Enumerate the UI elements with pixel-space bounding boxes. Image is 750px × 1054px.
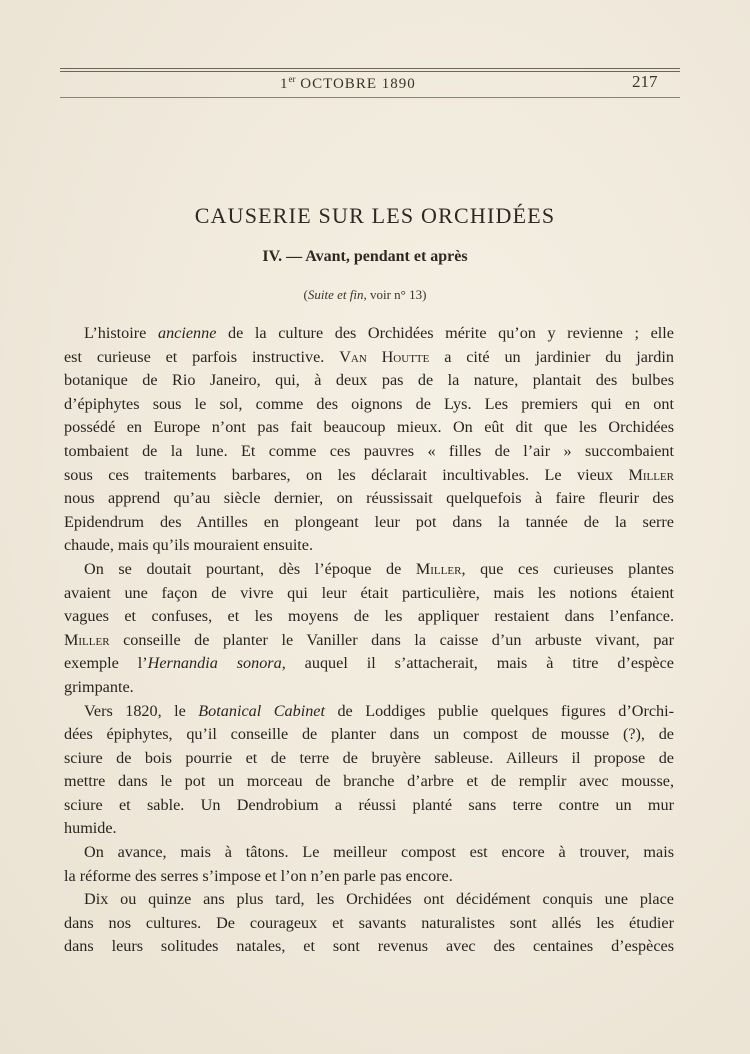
text-line: possédé en Europe n’ont pas fait beaucoup mieux. On eût dit que les Orchidées (64, 418, 674, 437)
header-rule-top (60, 68, 680, 69)
text-line: la réforme des serres s’impose et l’on n’en parle pas encore. (64, 866, 453, 885)
text-line: tombaient de la lune. Et comme ces pauvres « filles de l’air » succombaient (64, 441, 674, 460)
running-head-date: 1er OCTOBRE 1890 (280, 74, 416, 92)
text-line: sous ces traitements barbares, on les déclarait incultivables. Le vieux Miller (64, 465, 674, 484)
text-line: vagues et confuses, et les moyens de les appliquer restaient dans l’enfance. (64, 607, 674, 626)
continuation-note: (Suite et fin, voir n° 13) (303, 287, 427, 302)
text-line: avaient une façon de vivre qui leur était particulière, mais les notions étaient (64, 583, 674, 602)
paragraph-3 (64, 700, 674, 842)
text-line: On se doutait pourtant, dès l’époque de Miller, que ces curieuses plantes (84, 559, 674, 578)
text-line: nous apprend qu’au siècle dernier, on réussissait quelquefois à faire fleurir des (64, 489, 674, 508)
header-rule-bottom (60, 97, 680, 98)
text-line: Miller conseille de planter le Vaniller dans la caisse d’un arbuste vivant, par (64, 630, 674, 649)
text-line: d’épiphytes sous le sol, comme des oignons de Lys. Les premiers qui en ont (64, 394, 674, 413)
header-rule-top-double (60, 71, 680, 72)
text-line: exemple l’Hernandia sonora, auquel il s’attacherait, mais à titre d’espèce (64, 654, 674, 673)
article-body (64, 322, 674, 959)
text-line: dans leurs solitudes natales, et sont revenus avec des centaines d’espèces (64, 937, 674, 956)
text-line: mettre dans le pot un morceau de branche d’arbre et de remplir avec mousse, (64, 772, 674, 791)
text-line: chaude, mais qu’ils mouraient ensuite. (64, 536, 314, 555)
text-line: Dix ou quinze ans plus tard, les Orchidées ont décidément conquis une place (84, 890, 674, 909)
text-line: grimpante. (64, 677, 134, 696)
text-line: Epidendrum des Antilles en plongeant leur pot dans la tannée de la serre (64, 512, 674, 531)
paragraph-1 (64, 322, 674, 558)
text-line: humide. (64, 819, 117, 838)
text-line: dans nos cultures. De courageux et savants naturalistes sont allés les étudier (64, 913, 674, 932)
text-line: sciure de bois pourrie et de terre de bruyère sableuse. Ailleurs il propose de (64, 748, 674, 767)
article-subtitle: IV. — Avant, pendant et après (262, 248, 468, 265)
text-line: On avance, mais à tâtons. Le meilleur compost est encore à trouver, mais (84, 843, 674, 862)
text-line: sciure et sable. Un Dendrobium a réussi planté sans terre contre un mur (64, 795, 674, 814)
paragraph-4 (64, 841, 674, 888)
paragraph-5 (64, 888, 674, 959)
text-line: dées épiphytes, qu’il conseille de planter dans un compost de mousse (?), de (64, 725, 674, 744)
text-line: Vers 1820, le Botanical Cabinet de Loddiges publie quelques figures d’Orchi- (84, 701, 674, 720)
article-title: CAUSERIE SUR LES ORCHIDÉES (194, 203, 556, 228)
text-line: L’histoire ancienne de la culture des Orchidées mérite qu’on y revienne ; elle (84, 324, 674, 342)
text-line: est curieuse et parfois instructive. Van Houtte a cité un jardinier du jardin (64, 347, 674, 366)
paragraph-2 (64, 558, 674, 700)
text-line: botanique de Rio Janeiro, qui, à deux pas de la nature, plantait des bulbes (64, 371, 674, 390)
page-number: 217 (632, 72, 658, 91)
